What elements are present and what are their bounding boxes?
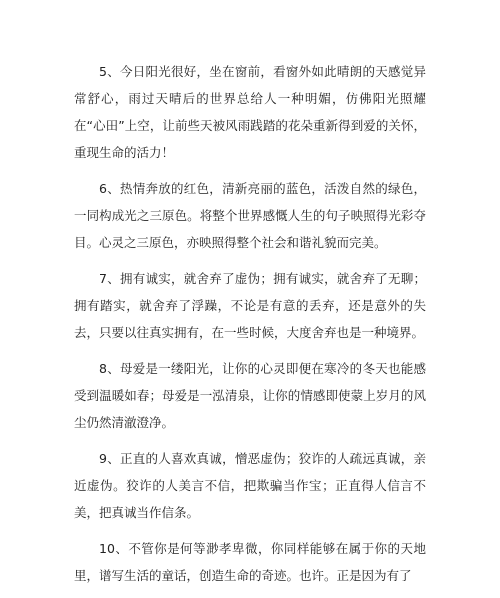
article-body <box>74 58 426 598</box>
paragraph-5: 5、今日阳光很好，坐在窗前，看窗外如此晴朗的天感觉异常舒心，雨过天晴后的世界总给人一种明媚，仿佛阳光照耀在“心田”上空，让前些天被风雨践踏的花朵重新得到爱的关怀，重现生命的活力！ <box>74 64 426 160</box>
paragraph-8: 8、母爱是一缕阳光，让你的心灵即便在寒冷的冬天也能感受到温暖如春；母爱是一泓清泉，让你的情感即使蒙上岁月的风尘仍然清澈澄净。 <box>74 361 426 430</box>
paragraph-6: 6、热情奔放的红色，清新亮丽的蓝色，活泼自然的绿色，一同构成光之三原色。将整个世界感慨人生的句子映照得光彩夺目。心灵之三原色，亦映照得整个社会和谐礼貌而完美。 <box>74 181 426 250</box>
paragraph-9: 9、正直的人喜欢真诚，憎恶虚伪；狡诈的人疏远真诚，亲近虚伪。狡诈的人美言不信，把欺骗当作宝；正直得人信言不美，把真诚当作信条。 <box>74 451 426 520</box>
paragraph-10: 10、不管你是何等渺孝卑微，你同样能够在属于你的天地里，谱写生活的童话，创造生命的奇迹。也许。正是因为有了 <box>74 541 426 583</box>
paragraph-7: 7、拥有诚实，就舍弃了虚伪；拥有诚实，就舍弃了无聊；拥有踏实，就舍弃了浮躁，不论是有意的丢弃，还是意外的失去，只要以往真实拥有，在一些时候，大度舍弃也是一种境界。 <box>74 271 426 340</box>
